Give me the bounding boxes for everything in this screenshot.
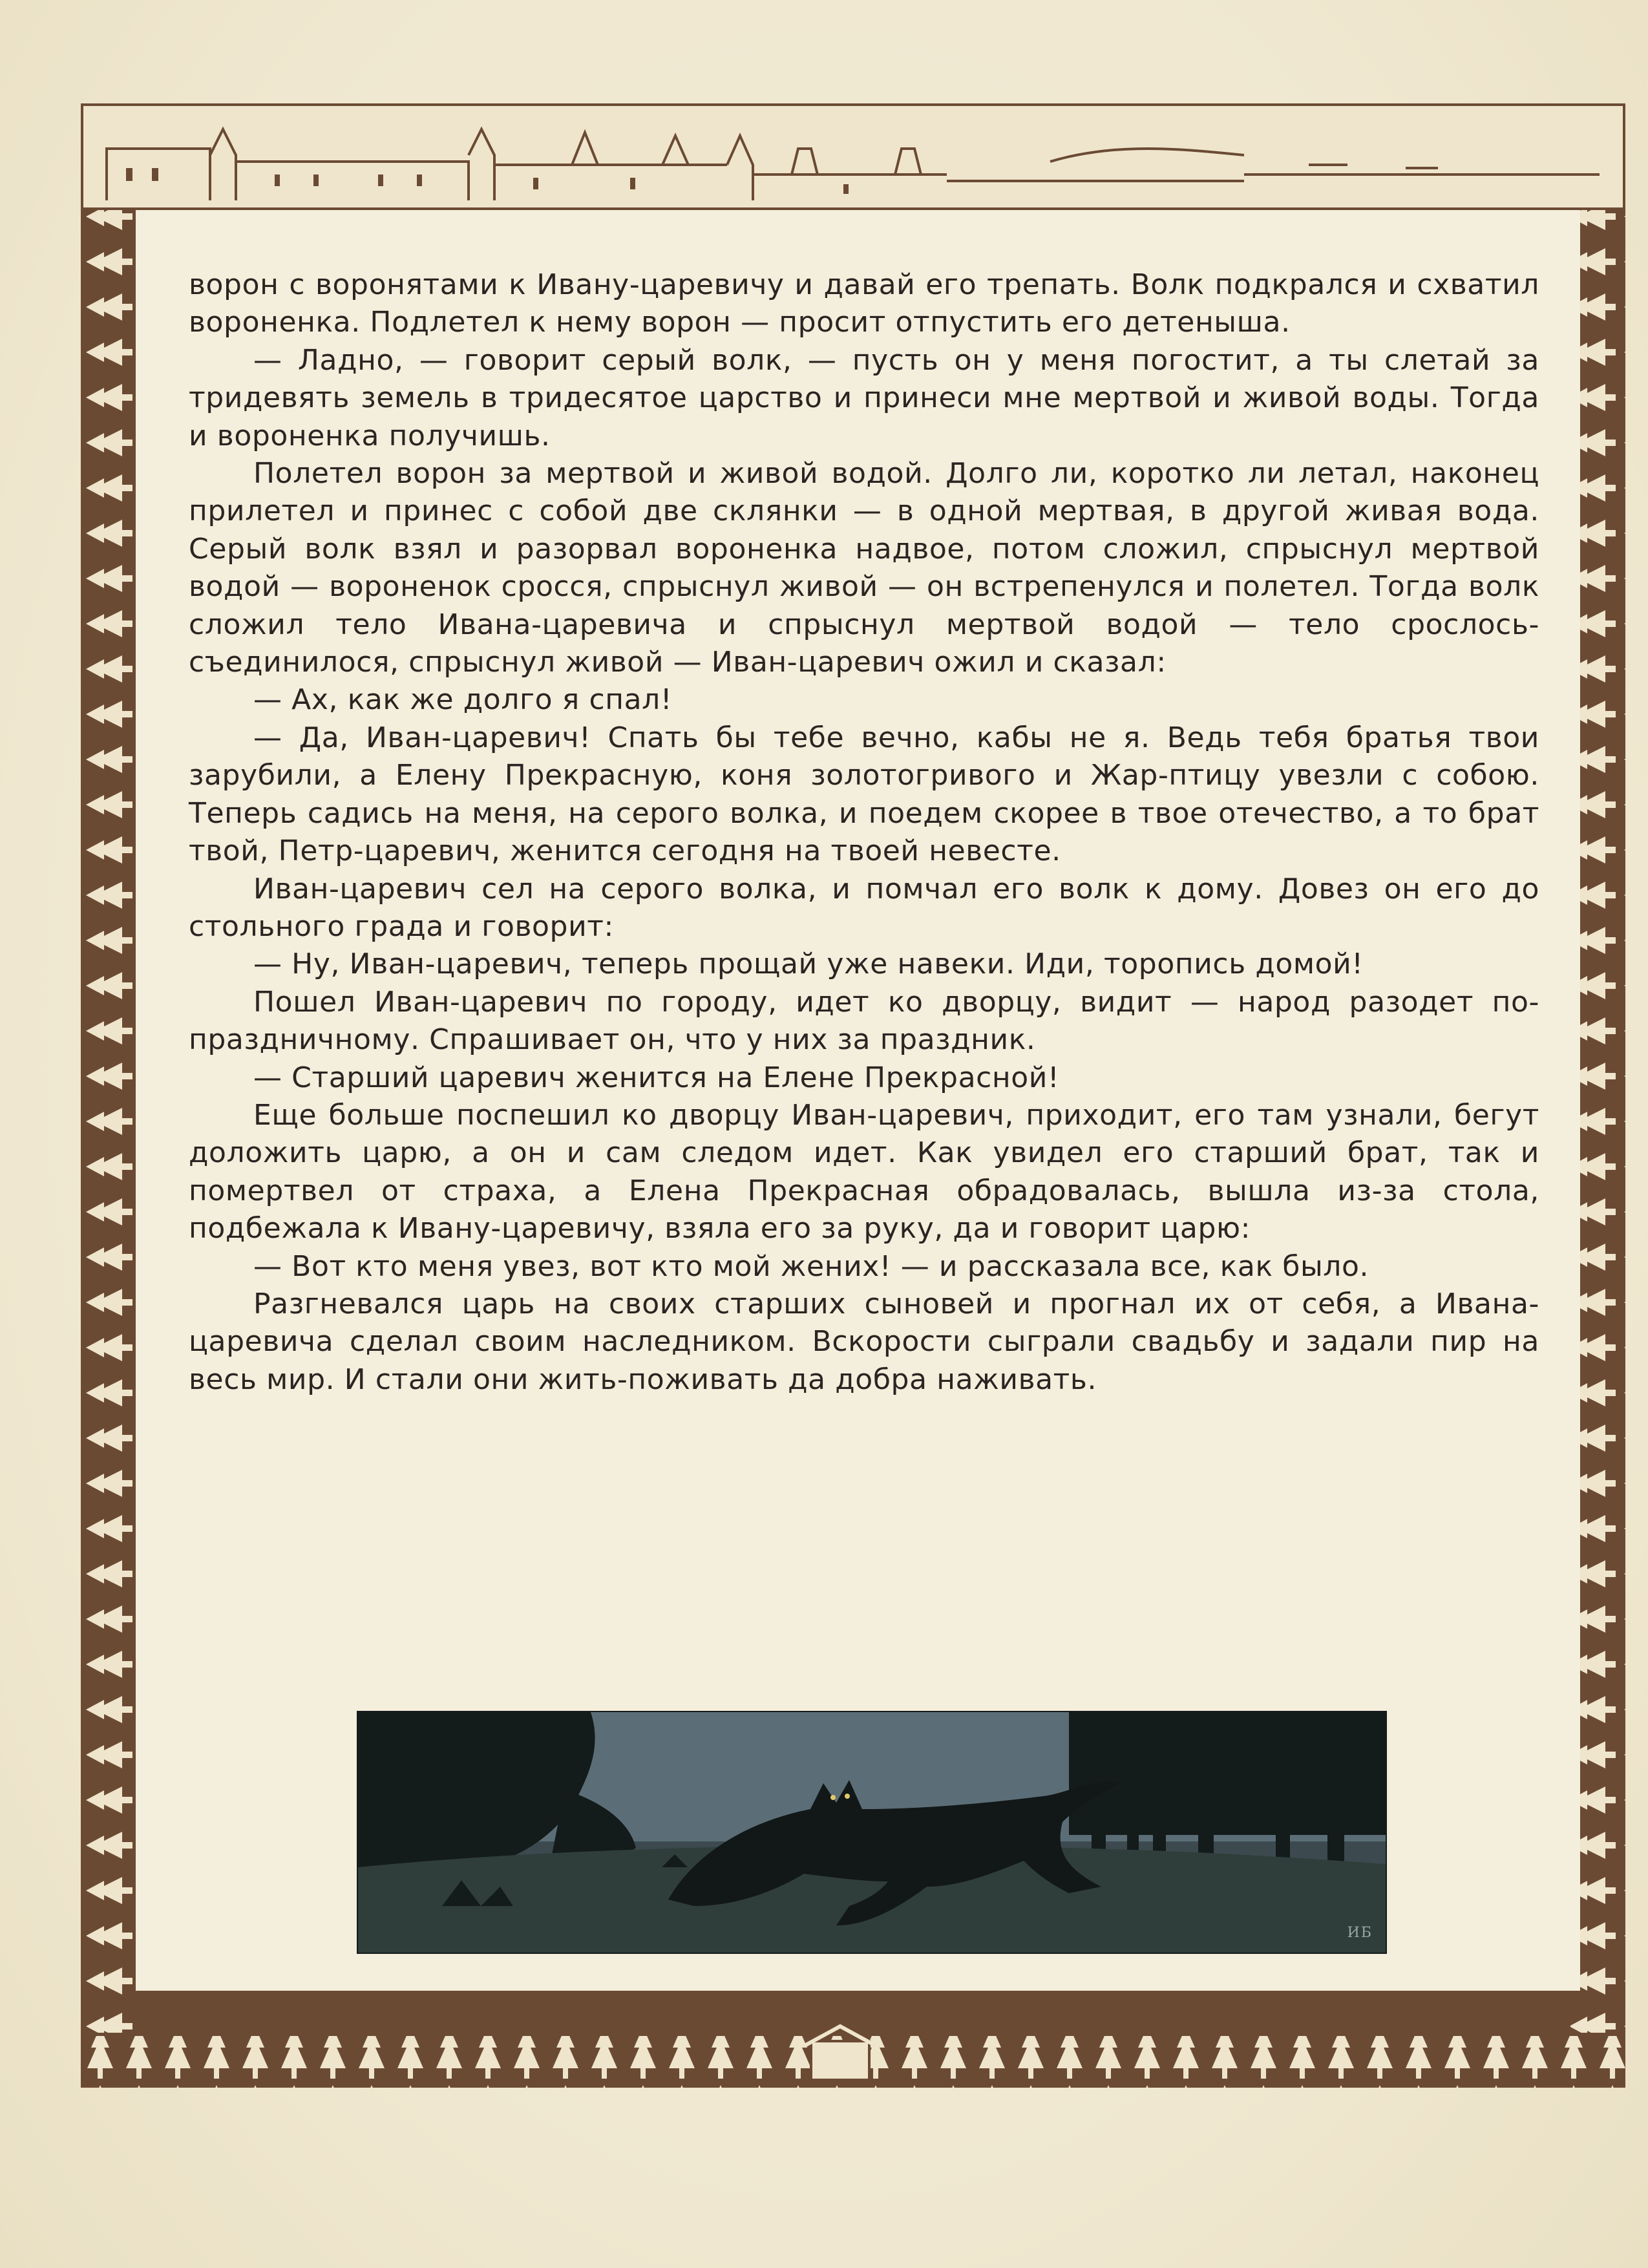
paragraph: — Да, Иван-царевич! Спать бы тебе вечно, кабы не я. Ведь тебя братья твои зарубили, а Елену Прекрасную, коня золотогривого и Жар-птицу увезли с собою. Теперь садись на меня, на серого волка, и поедем скорее в твое отечество, а то брат твой, Петр-царевич, женится сегодня на твоей невесте.	[189, 721, 1539, 868]
story-text	[189, 266, 1539, 1399]
paragraph: ворон с воронятами к Ивану-царевичу и давай его трепать. Волк подкрался и схватил вороненка. Подлетел к нему ворон — просит отпустить его детеныша.	[189, 268, 1539, 339]
paragraph: — Вот кто меня увез, вот кто мой жених! — и рассказала все, как было.	[253, 1249, 1369, 1283]
paragraph: Иван-царевич сел на серого волка, и помчал его волк к дому. Довез он его до стольного града и говорит:	[189, 872, 1539, 943]
paragraph: — Ладно, — говорит серый волк, — пусть он у меня погостит, а ты слетай за тридевять земель в тридесятое царство и принеси мне мертвой и живой воды. Тогда и вороненка получишь.	[189, 343, 1539, 452]
paragraph: — Старший царевич женится на Елене Прекрасной!	[253, 1061, 1060, 1094]
paragraph: Полетел ворон за мертвой и живой водой. Долго ли, коротко ли летал, наконец прилетел и принес с собой две склянки — в одной мертвая, в другой живая вода. Серый волк взял и разорвал вороненка надвое, потом сложил, спрыснул мертвой водой — вороненок сросся, спрыснул живой — он встрепенулся и полетел. Тогда волк сложил тело Ивана-царевича и спрыснул мертвой водой — тело срослось-съединилося, спрыснул живой — Иван-царевич ожил и сказал:	[189, 457, 1539, 679]
paragraph: — Ах, как же долго я спал!	[253, 683, 673, 717]
wolf-vignette-illustration	[357, 1711, 1387, 1954]
artist-signature: ИБ	[1347, 1925, 1373, 1941]
paragraph: — Ну, Иван-царевич, теперь прощай уже навеки. Иди, торопись домой!	[253, 948, 1364, 981]
paragraph: Пошел Иван-царевич по городу, идет ко дворцу, видит — народ разодет по-праздничному. Спрашивает он, что у них за праздник.	[189, 985, 1539, 1057]
paragraph: Разгневался царь на своих старших сыновей и прогнал их от себя, а Ивана-царевича сделал своим наследником. Вскорости сыграли свадьбу и задали пир на весь мир. И стали они жить-поживать да добра наживать.	[189, 1287, 1539, 1396]
wolf-illustration	[358, 1712, 1386, 1953]
paragraph: Еще больше поспешил ко дворцу Иван-царевич, приходит, его там узнали, бегут доложить царю, а он и сам следом идет. Как увидел его старший брат, так и помертвел от страха, а Елена Прекрасная обрадовалась, вышла из-за стола, подбежала к Ивану-царевичу, взяла его за руку, да и говорит царю:	[189, 1098, 1539, 1245]
